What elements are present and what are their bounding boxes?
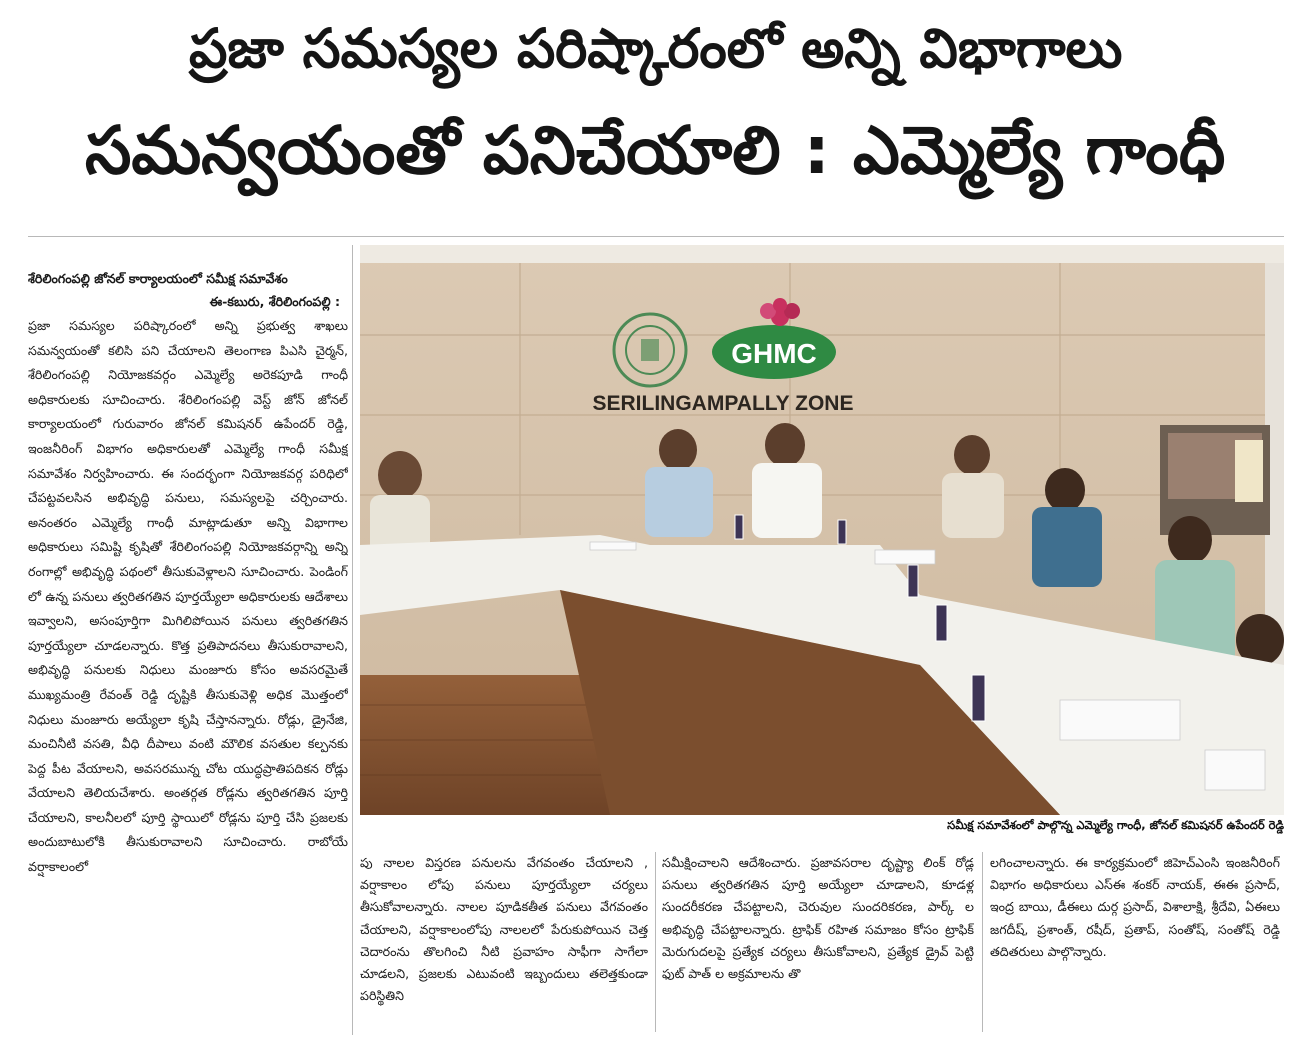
headline-line-1: ప్రజా సమస్యల పరిష్కారంలో అన్ని విభాగాలు <box>189 17 1123 80</box>
news-photo <box>360 245 1284 815</box>
meeting-photo-illustration <box>360 245 1284 815</box>
column-divider <box>982 852 983 1032</box>
column-divider <box>352 245 353 1035</box>
headline-line-2: సమన్వయంతో పనిచేయాలి : ఎమ్మెల్యే గాంధీ <box>85 112 1226 189</box>
ghmc-logo-text: GHMC <box>731 338 817 369</box>
article-column-3: సమీక్షించాలని ఆదేశించారు. ప్రజావసరాల దృష్ట్యా లింక్ రోడ్ల పనులు త్వరితగతిన పూర్తి అయ్యేలా చూడాలని, కూడళ్ల సుందరీకరణ చేపట్టాలని, చెరువుల సుందరికరణ, పార్క్ ల అభివృద్ధి చేపట్టాలన్నారు. ట్రాఫిక్ రహిత సమాజం కోసం ట్రాఫిక్ మెరుగుదలపై ప్రత్యేక చర్యలు తీసుకోవాలని, ప్రత్యేక డ్రైవ్ పెట్టి ఫుట్ పాత్ ల అక్రమాలను తొ <box>662 855 974 982</box>
headline-divider <box>28 236 1284 237</box>
zone-sign-text: SERILINGAMPALLY ZONE <box>592 392 854 415</box>
photo-caption: సమీక్ష సమావేశంలో పాల్గొన్న ఎమ్మెల్యే గాంధీ, జోనల్ కమిషనర్ ఉపేందర్ రెడ్డి <box>947 818 1284 832</box>
article-column-2: పు నాలల విస్తరణ పనులను వేగవంతం చేయాలని , వర్షాకాలం లోపు పనులు పూర్తయ్యేలా చర్యలు తీసుకోవాలన్నారు. నాలల పూడికతీత పనులు వేగవంతం చేయాలని, వర్షాకాలంలోపు నాలలలో పేరుకుపోయిన చెత్త చెదారంను తొలగించి నీటి ప్రవాహం సాఫీగా సాగేలా చూడలని, ప్రజలకు ఎటువంటి ఇబ్బందులు తలెత్తకుండా పరిస్థితిని <box>360 855 648 1004</box>
article-column-4: లగించాలన్నారు. ఈ కార్యక్రమంలో జిహెచ్ఎంసి ఇంజనీరింగ్ విభాగం అధికారులు ఎస్ఈ శంకర్ నాయక్, ఈఈ ప్రసాద్, ఇంద్ర బాయి, డీఈలు దుర్గ ప్రసాద్, విశాలాక్షి, శ్రీదేవి, ఏఈలు జగదీష్, ప్రశాంత్, రషీద్, ప్రతాప్, సంతోష్, సంతోష్ రెడ్డి తదితరులు పాల్గొన్నారు. <box>990 855 1280 959</box>
article-subhead: శేరిలింగంపల్లి జోనల్ కార్యాలయంలో సమీక్ష సమావేశం <box>28 271 288 286</box>
article-body-text: ప్రజా సమస్యల పరిష్కారంలో అన్ని ప్రభుత్వ శాఖలు సమన్వయంతో కలిసి పని చేయాలని తెలంగాణ పిఎసి చైర్మన్, శేరిలింగంపల్లి నియోజకవర్గం ఎమ్మెల్యే అరెకపూడి గాంధీ అధికారులకు సూచించారు. శేరిలింగంపల్లి వెస్ట్ జోన్ జోనల్ కార్యాలయంలో గురువారం జోనల్ కమిషనర్ ఉపేందర్ రెడ్డి, ఇంజనీరింగ్ విభాగం అధికారులతో ఎమ్మెల్యే గాంధీ సమీక్ష సమావేశం నిర్వహించారు. ఈ సందర్భంగా నియోజకవర్గ పరిధిలో చేపట్టవలసిన అభివృద్ధి పనులు, సమస్యలపై చర్చించారు. అనంతరం ఎమ్మెల్యే గాంధీ మాట్లాడుతూ అన్ని విభాగాల అధికారులు సమిష్టి కృషితో శేరిలింగంపల్లి నియోజకవర్గాన్ని అన్ని రంగాల్లో అభివృద్ధి పథంలో తీసుకువెళ్లాలని సూచించారు. పెండింగ్ లో ఉన్న పనులు త్వరితగతిన పూర్తయ్యేలా అధికారులకు ఆదేశాలు ఇవ్వాలని, అసంపూర్తిగా మిగిలిపోయిన పనులు త్వరితగతిన పూర్తయ్యేలా చూడలన్నారు. కొత్త ప్రతిపాదనలు తీసుకురావాలని, అభివృద్ధి పనులకు నిధులు మంజూరు కోసం అవసరమైతే ముఖ్యమంత్రి రేవంత్ రెడ్డి దృష్టికి తీసుకువెళ్లి అధిక మొత్తంలో నిధులు మంజూరు అయ్యేలా కృషి చేస్తానన్నారు. రోడ్లు, డ్రైనేజి, మంచినీటి వసతి, వీధి దీపాలు వంటి మౌలిక వసతుల కల్పనకు పెద్ద పీట వేయాలని, అవసరమున్న చోట యుద్ధప్రాతిపదికన రోడ్లు వేయాలని తెలియచేశారు. అంతర్గత రోడ్లను త్వరితగతిన పూర్తి చేయాలని, కాలనీలలో పూర్తి స్థాయిలో రోడ్లను పూర్తి చేసి ప్రజలకు అందుబాటులోకి తీసుకురావాలని సూచించారు. రాబోయే వర్షాకాలంలో <box>28 318 348 875</box>
article-column-1 <box>28 268 348 1030</box>
article-dateline: ఈ-కబురు, శేరిలింగంపల్లి : <box>209 294 340 309</box>
column-divider <box>655 852 656 1032</box>
